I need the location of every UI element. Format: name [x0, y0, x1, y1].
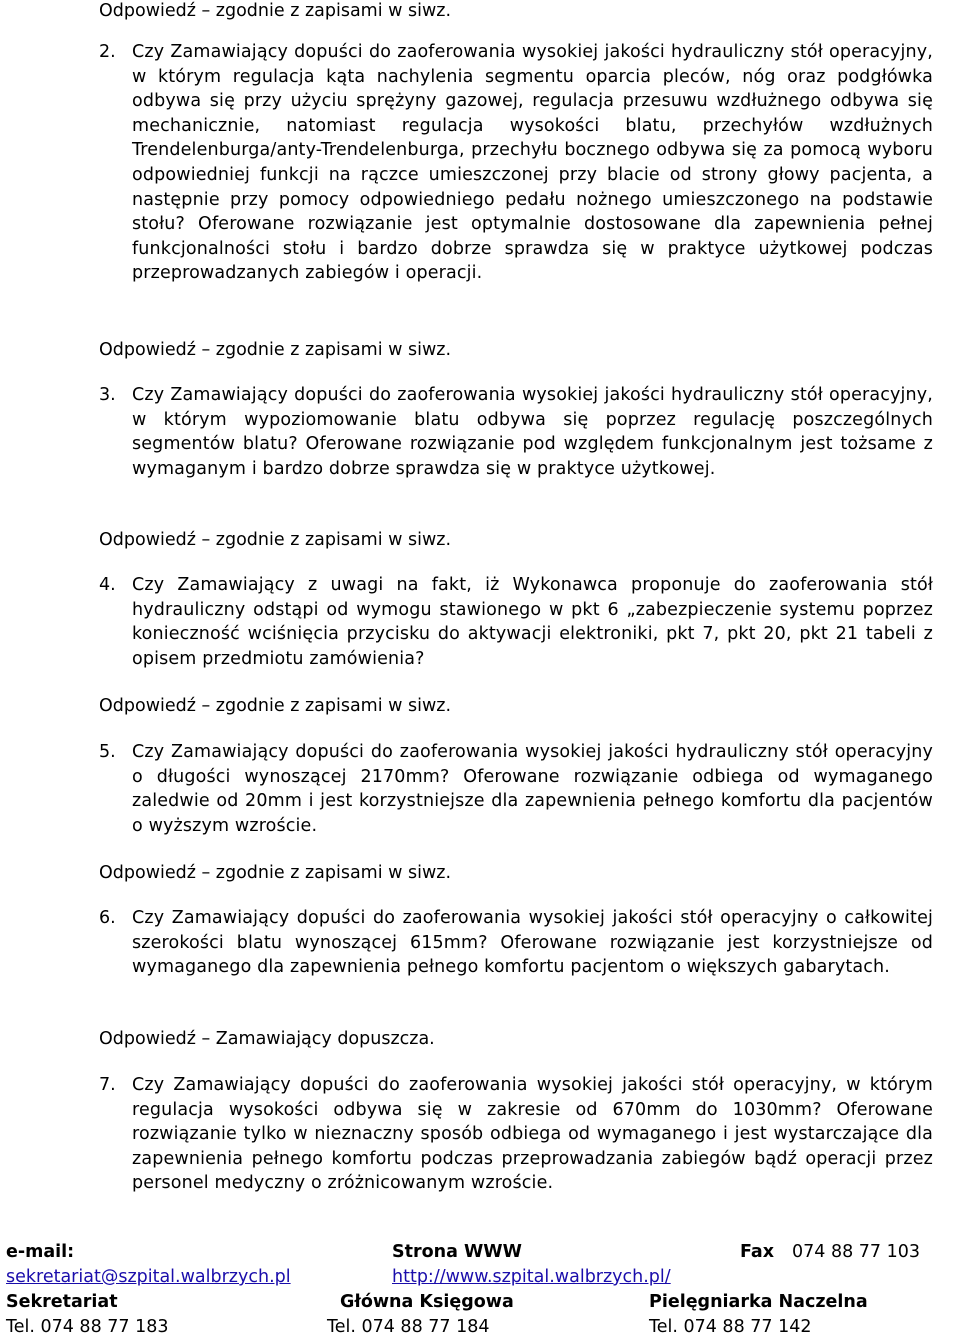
- question-7: [99, 1073, 933, 1196]
- question-6: [99, 906, 933, 980]
- website-link[interactable]: http://www.szpital.walbrzych.pl/: [392, 1267, 671, 1287]
- question-number: 3.: [99, 385, 116, 405]
- pielegniarka-label: Pielęgniarka Naczelna: [649, 1292, 868, 1312]
- footer-row-department-labels: [0, 1290, 960, 1315]
- question-text: Czy Zamawiający dopuści do zaoferowania wysokiej jakości hydrauliczny stół operacyjny, w którym regulacja kąta nachylenia segmentu oparcia pleców, nóg oraz podgłówka odbywa się przy użyciu sprężyny gazowej, regulacja przesuwu wzdłużnego odbywa się mechanicznie, natomiast regulacja wysokości blatu, przechyłów wzdłużnych Trendelenburga/anty-Trendelenburga, przechyłu bocznego odbywa się za pomocą wyboru odpowiedniej funkcji na rączce umieszczonej przy blacie od strony głowy pacjenta, a następnie przy pomocy odpowiedniego pedału nożnego umieszczonego na podstawie stołu? Oferowane rozwiązanie jest optymalnie dostosowane dla zapewnienia pełnej funkcjonalności stołu i bardzo dobrze sprawdza się w praktyce użytkowej podczas przeprowadzanych zabiegów i operacji.: [132, 42, 933, 284]
- fax-label: Fax: [740, 1242, 775, 1262]
- footer-row-contact-values: [0, 1265, 960, 1290]
- answer-4: Odpowiedź – zgodnie z zapisami w siwz.: [99, 696, 452, 716]
- sekretariat-phone: Tel. 074 88 77 183: [6, 1317, 169, 1337]
- question-2: [99, 40, 933, 286]
- footer-row-contact-labels: [0, 1240, 960, 1265]
- answer-1: Odpowiedź – zgodnie z zapisami w siwz.: [99, 1, 452, 21]
- page-footer: [0, 1240, 960, 1337]
- question-5: [99, 740, 933, 838]
- answer-6: Odpowiedź – Zamawiający dopuszcza.: [99, 1029, 435, 1049]
- question-number: 6.: [99, 908, 116, 928]
- question-3: [99, 383, 933, 481]
- question-text: Czy Zamawiający dopuści do zaoferowania wysokiej jakości stół operacyjny o całkowitej szerokości blatu wynoszącej 615mm? Oferowane rozwiązanie jest korzystniejsze od wymaganego dla zapewnienia pełnego komfortu pacjentom o większych gabarytach.: [132, 908, 933, 978]
- question-text: Czy Zamawiający dopuści do zaoferowania wysokiej jakości stół operacyjny, w którym regulacja wysokości odbywa się w zakresie od 670mm do 1030mm? Oferowane rozwiązanie tylko w nieznaczny sposób odbiega od wymaganego i jest wystarczające dla zapewnienia pełnego komfortu podczas przeprowadzania zabiegów bądź operacji przez personel medyczny o zróżnicowanym wzroście.: [132, 1075, 933, 1194]
- question-text: Czy Zamawiający dopuści do zaoferowania wysokiej jakości hydrauliczny stół operacyjny o długości wynoszącej 2170mm? Oferowane rozwiązanie odbiega od wymaganego zaledwie od 20mm i jest korzystniejsze dla zapewnienia pełnego komfortu dla pacjentów o wyższym wzroście.: [132, 742, 933, 836]
- ksiegowa-phone: Tel. 074 88 77 184: [327, 1317, 490, 1337]
- pielegniarka-phone: Tel. 074 88 77 142: [649, 1317, 812, 1337]
- answer-3: Odpowiedź – zgodnie z zapisami w siwz.: [99, 530, 452, 550]
- question-text: Czy Zamawiający z uwagi na fakt, iż Wykonawca proponuje do zaoferowania stół hydrauliczny odstąpi od wymogu stawionego w pkt 6 „zabezpieczenie systemu poprzez konieczność wciśnięcia przycisku do aktywacji elektroniki, pkt 7, pkt 20, pkt 21 tabeli z opisem przedmiotu zamówienia?: [132, 575, 933, 669]
- email-label: e-mail:: [6, 1242, 75, 1262]
- fax-value: 074 88 77 103: [792, 1242, 921, 1262]
- question-4: [99, 573, 933, 671]
- ksiegowa-label: Główna Księgowa: [340, 1292, 514, 1312]
- answer-5: Odpowiedź – zgodnie z zapisami w siwz.: [99, 863, 452, 883]
- email-link[interactable]: sekretariat@szpital.walbrzych.pl: [6, 1267, 291, 1287]
- answer-2: Odpowiedź – zgodnie z zapisami w siwz.: [99, 340, 452, 360]
- www-label: Strona WWW: [392, 1242, 522, 1262]
- question-number: 5.: [99, 742, 116, 762]
- question-number: 2.: [99, 42, 116, 62]
- sekretariat-label: Sekretariat: [6, 1292, 118, 1312]
- question-number: 7.: [99, 1075, 116, 1095]
- question-number: 4.: [99, 575, 116, 595]
- question-text: Czy Zamawiający dopuści do zaoferowania wysokiej jakości hydrauliczny stół operacyjny, w którym wypoziomowanie blatu odbywa się poprzez regulację poszczególnych segmentów blatu? Oferowane rozwiązanie pod względem funkcjonalnym jest tożsame z wymaganym i bardzo dobrze sprawdza się w praktyce użytkowej.: [132, 385, 933, 479]
- footer-row-phones: [0, 1315, 960, 1340]
